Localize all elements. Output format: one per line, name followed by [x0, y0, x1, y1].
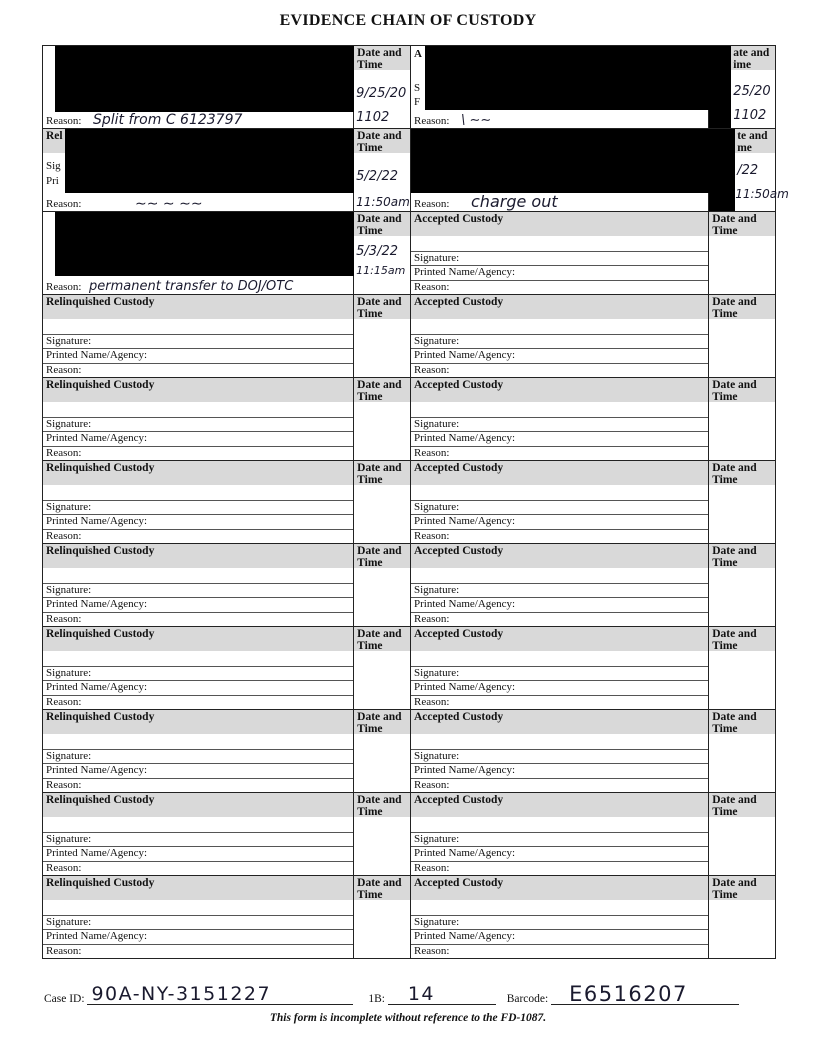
handwritten-reason-scribble: ∼∼ ∼ ∼∼: [135, 196, 203, 212]
redaction-box: [709, 46, 731, 128]
case-id-field: [87, 983, 353, 1005]
relinquished-header: Relinquished Custody: [43, 295, 353, 319]
redaction-box: [65, 129, 354, 193]
redaction-box: [425, 46, 709, 110]
relinquished-section: [43, 46, 354, 128]
barcode-value: E6516207: [569, 982, 688, 1006]
date-time-header: Date and Time: [354, 876, 410, 900]
relinquished-section: [43, 129, 354, 211]
signature-row: Signature:: [411, 334, 708, 349]
signature-row: Signature:: [411, 915, 708, 930]
reason-row: Reason:: [411, 280, 708, 295]
accepted-section: [411, 46, 709, 128]
accepted-header: Accepted Custody: [411, 461, 708, 485]
date-time-header-fragment: te and me: [709, 129, 775, 153]
accepted-date-time-section: [709, 129, 789, 211]
handwritten-date: 5/2/22: [356, 169, 398, 184]
signature-row: Signature:: [411, 417, 708, 432]
reason-row: Reason:: [411, 446, 708, 461]
printed-name-fragment: Pri: [46, 175, 59, 187]
relinquished-header: Relinquished Custody: [43, 627, 353, 651]
handwritten-reason: Split from C 6123797: [93, 112, 243, 128]
date-time-header: Date and Time: [709, 378, 775, 402]
reason-row: Reason:: [43, 529, 353, 544]
reason-row: Reason:: [411, 778, 708, 793]
signature-row: Signature:: [411, 251, 708, 266]
date-time-header: Date and Time: [354, 212, 410, 236]
printed-name-row: Printed Name/Agency:: [411, 929, 708, 944]
signature-row: Signature:: [411, 749, 708, 764]
accepted-section: [411, 212, 709, 294]
printed-name-row: Printed Name/Agency:: [411, 514, 708, 529]
accepted-header: Accepted Custody: [411, 710, 708, 734]
printed-name-row: Printed Name/Agency:: [411, 265, 708, 280]
signature-row: Signature:: [43, 915, 353, 930]
signature-fragment: S: [414, 82, 421, 94]
redaction-box: [55, 212, 354, 276]
custody-block: [43, 627, 775, 710]
accepted-header: Accepted Custody: [411, 793, 708, 817]
redaction-box: [55, 46, 354, 112]
date-time-header: Date and Time: [354, 295, 410, 319]
printed-name-row: Printed Name/Agency:: [43, 431, 353, 446]
handwritten-reason-scribble: \ ∼∼: [461, 113, 492, 128]
reason-label: Reason:: [46, 198, 82, 210]
signature-row: Signature:: [43, 749, 353, 764]
printed-name-fragment: F: [414, 96, 421, 108]
handwritten-date: 9/25/20: [356, 86, 407, 101]
printed-name-row: Printed Name/Agency:: [411, 597, 708, 612]
signature-row: Signature:: [43, 500, 353, 515]
date-time-header: Date and Time: [709, 793, 775, 817]
printed-name-row: Printed Name/Agency:: [43, 597, 353, 612]
date-time-header: Date and Time: [709, 710, 775, 734]
reason-label: Reason:: [414, 198, 450, 210]
handwritten-reason: charge out: [471, 192, 558, 211]
custody-block: [43, 461, 775, 544]
custody-block-1: [43, 46, 775, 129]
accepted-date-time-section: [709, 46, 775, 128]
printed-name-row: Printed Name/Agency:: [411, 431, 708, 446]
printed-name-row: Printed Name/Agency:: [43, 514, 353, 529]
reason-row: Reason:: [411, 363, 708, 378]
case-id-value: 90A-NY-3151227: [91, 983, 272, 1005]
signature-row: Signature:: [411, 500, 708, 515]
form-footer: [44, 982, 739, 1006]
accepted-header: Accepted Custody: [411, 544, 708, 568]
handwritten-reason: permanent transfer to DOJ/OTC: [89, 279, 294, 294]
signature-row: Signature:: [43, 832, 353, 847]
printed-name-row: Printed Name/Agency:: [411, 680, 708, 695]
relinquished-header: Relinquished Custody: [43, 544, 353, 568]
accepted-header: Accepted Custody: [411, 212, 708, 236]
accepted-date-time-section: [709, 212, 775, 294]
date-time-header: Date and Time: [709, 627, 775, 651]
reason-row: Reason:: [411, 944, 708, 959]
relinquished-header: Relinquished Custody: [43, 378, 353, 402]
date-time-section: [354, 129, 411, 211]
reason-label: Reason:: [46, 115, 82, 127]
ib-label: 1B:: [368, 993, 385, 1005]
custody-block: [43, 876, 775, 958]
custody-block: [43, 295, 775, 378]
accepted-section: [411, 129, 709, 211]
reason-row: Reason:: [43, 695, 353, 710]
printed-name-row: Printed Name/Agency:: [43, 680, 353, 695]
barcode-field: [551, 982, 739, 1006]
date-time-section: [354, 46, 411, 128]
date-time-header: Date and Time: [354, 46, 410, 70]
reason-label: Reason:: [414, 115, 450, 127]
custody-block-2: [43, 129, 789, 212]
custody-block-3: [43, 212, 775, 295]
reason-row: Reason:: [411, 695, 708, 710]
handwritten-date: 25/20: [733, 84, 771, 99]
redaction-box: [709, 129, 735, 211]
accepted-header: Accepted Custody: [411, 627, 708, 651]
reason-row: Reason:: [411, 529, 708, 544]
custody-block: [43, 544, 775, 627]
case-id-label: Case ID:: [44, 993, 85, 1005]
date-time-section: [354, 212, 411, 294]
handwritten-date: /22: [737, 163, 759, 178]
reason-row: Reason:: [411, 861, 708, 876]
date-time-header: Date and Time: [354, 627, 410, 651]
printed-name-row: Printed Name/Agency:: [43, 929, 353, 944]
date-time-header: Date and Time: [354, 461, 410, 485]
handwritten-time: 1102: [733, 108, 767, 123]
custody-block: [43, 793, 775, 876]
form-title: EVIDENCE CHAIN OF CUSTODY: [279, 12, 537, 29]
printed-name-row: Printed Name/Agency:: [43, 846, 353, 861]
handwritten-date: 5/3/22: [356, 244, 398, 259]
handwritten-time: 11:15am: [356, 264, 406, 277]
custody-block: [43, 710, 775, 793]
barcode-label: Barcode:: [506, 993, 549, 1005]
custody-form: [42, 45, 789, 959]
signature-row: Signature:: [43, 334, 353, 349]
date-time-header: Date and Time: [354, 544, 410, 568]
reason-row: Reason:: [43, 363, 353, 378]
form-note: This form is incomplete without reference to the FD-1087.: [269, 1012, 547, 1024]
date-time-header-fragment: ate and ime: [709, 46, 775, 70]
date-time-header: Date and Time: [709, 876, 775, 900]
reason-row: Reason:: [43, 861, 353, 876]
date-time-header: Date and Time: [354, 129, 410, 153]
accepted-fragment: A: [414, 48, 422, 60]
printed-name-row: Printed Name/Agency:: [43, 348, 353, 363]
accepted-header: Accepted Custody: [411, 876, 708, 900]
reason-row: Reason:: [43, 778, 353, 793]
date-time-header: Date and Time: [709, 295, 775, 319]
printed-name-row: Printed Name/Agency:: [411, 846, 708, 861]
relinquished-section: [43, 212, 354, 294]
ib-field: [388, 983, 496, 1005]
reason-row: Reason:: [43, 446, 353, 461]
relinquished-header: Relinquished Custody: [43, 710, 353, 734]
relinquished-header: Relinquished Custody: [43, 793, 353, 817]
signature-row: Signature:: [43, 417, 353, 432]
date-time-header: Date and Time: [709, 544, 775, 568]
reason-label: Reason:: [46, 281, 82, 293]
relinquished-header-fragment: Rel: [43, 129, 353, 153]
custody-block: [43, 378, 775, 461]
date-time-header: Date and Time: [709, 461, 775, 485]
ib-value: 14: [407, 983, 435, 1005]
date-time-header: Date and Time: [354, 378, 410, 402]
reason-row: Reason:: [411, 612, 708, 627]
relinquished-header: Relinquished Custody: [43, 461, 353, 485]
signature-row: Signature:: [43, 583, 353, 598]
printed-name-row: Printed Name/Agency:: [411, 763, 708, 778]
handwritten-time: 1102: [356, 110, 390, 125]
printed-name-row: Printed Name/Agency:: [411, 348, 708, 363]
handwritten-time: 11:50am: [356, 195, 410, 209]
signature-row: Signature:: [411, 832, 708, 847]
accepted-header: Accepted Custody: [411, 295, 708, 319]
reason-row: Reason:: [43, 944, 353, 959]
accepted-header: Accepted Custody: [411, 378, 708, 402]
date-time-header: Date and Time: [709, 212, 775, 236]
signature-row: Signature:: [43, 666, 353, 681]
signature-row: Signature:: [411, 666, 708, 681]
signature-fragment: Sig: [46, 160, 61, 172]
printed-name-row: Printed Name/Agency:: [43, 763, 353, 778]
date-time-header: Date and Time: [354, 793, 410, 817]
relinquished-header: Relinquished Custody: [43, 876, 353, 900]
signature-row: Signature:: [411, 583, 708, 598]
handwritten-time: 11:50am: [735, 187, 789, 201]
redaction-box: [411, 129, 709, 193]
reason-row: Reason:: [43, 612, 353, 627]
date-time-header: Date and Time: [354, 710, 410, 734]
